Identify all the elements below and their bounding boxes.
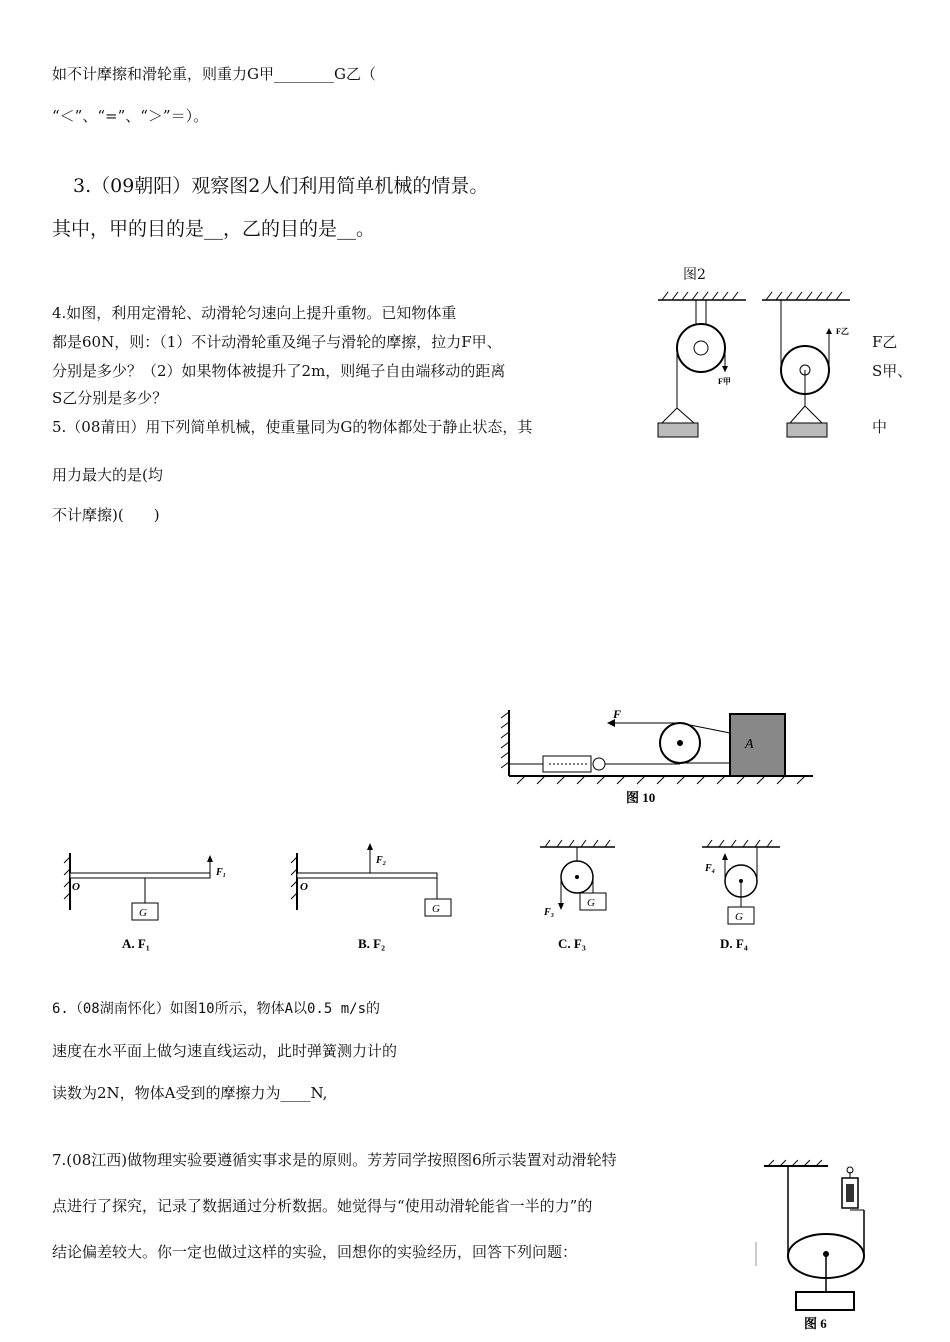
q4-line3: 分别是多少？（2）如果物体被提升了2m，则绳子自由端移动的距离 [52,362,506,380]
option-a-g: G [139,907,147,919]
option-d-g: G [735,911,743,923]
q4-line4: S乙分别是多少？ [52,389,168,407]
option-b-label: B. F₂ [358,936,386,951]
option-a-lever [64,853,226,951]
fig10-label-f: F [613,708,622,721]
option-d-pulley [702,840,780,951]
q4-line3-tail: S甲、 [872,362,913,380]
q2-line2: “＜”、“=”、“＞”＝）。 [52,107,209,125]
q4-line2: 都是60N，则：（1）不计动滑轮重及绳子与滑轮的摩擦，拉力F甲、 [52,333,502,351]
option-a-force: F₁ [216,867,227,878]
q2-line1: 如不计摩擦和滑轮重，则重力G甲________G乙（ [52,65,376,83]
fig10-diagram [495,708,820,808]
q3-line1: 3.（09朝阳）观察图2人们利用简单机械的情景。 [73,175,489,197]
option-b-g: G [432,903,440,915]
fig2-label-fa: F甲 [718,377,731,386]
option-b-lever [291,843,451,951]
q5-line3: 不计摩擦)( ) [52,506,160,524]
q4-line1: 4.如图，利用定滑轮、动滑轮匀速向上提升重物。已知物体重 [52,304,457,322]
q6-line3: 读数为2N，物体A受到的摩擦力为____N, [52,1084,328,1102]
q7-line2: 点进行了探究，记录了数据通过分析数据。她觉得与“使用动滑轮能省一半的力”的 [52,1197,593,1215]
q6-line2: 速度在水平面上做匀速直线运动，此时弹簧测力计的 [52,1042,398,1060]
option-a-label: A. F₁ [122,936,150,951]
q5-line1: 5.（08莆田）用下列简单机械，使重量同为G的物体都处于静止状态，其 [52,418,533,436]
option-d-label: D. F₄ [720,936,748,951]
fig2-caption: 图2 [683,267,706,283]
option-c-label: C. F₃ [558,936,586,951]
option-c-pulley [540,840,615,951]
q3-line2: 其中，甲的目的是__，乙的目的是__。 [52,218,376,240]
q5-options-figure [60,835,800,960]
fig6-diagram [752,1158,872,1338]
q4-line2-tail: F乙 [872,333,898,351]
option-c-g: G [587,897,595,909]
option-b-force: F₂ [376,855,387,866]
q5-line1-tail: 中 [872,418,888,436]
option-d-force: F₄ [705,863,716,874]
q6-line1: 6.（08湖南怀化）如图10所示，物体A以0.5 m/s的 [52,1001,381,1017]
option-c-force: F₃ [544,907,555,918]
option-b-o: O [300,881,308,893]
fig2-pulleys [650,290,860,440]
fig10-caption: 图 10 [626,790,656,805]
fig6-caption: 图 6 [804,1316,827,1331]
q7-line3: 结论偏差较大。你一定也做过这样的实验，回想你的实验经历，回答下列问题： [52,1243,578,1261]
q7-line1: 7.(08江西)做物理实验要遵循实事求是的原则。芳芳同学按照图6所示装置对动滑轮特 [52,1151,617,1169]
q5-line2: 用力最大的是(均 [52,466,163,484]
fig2-label-fb: F乙 [836,327,849,336]
fig10-label-a: A [745,737,754,752]
option-a-o: O [72,881,80,893]
